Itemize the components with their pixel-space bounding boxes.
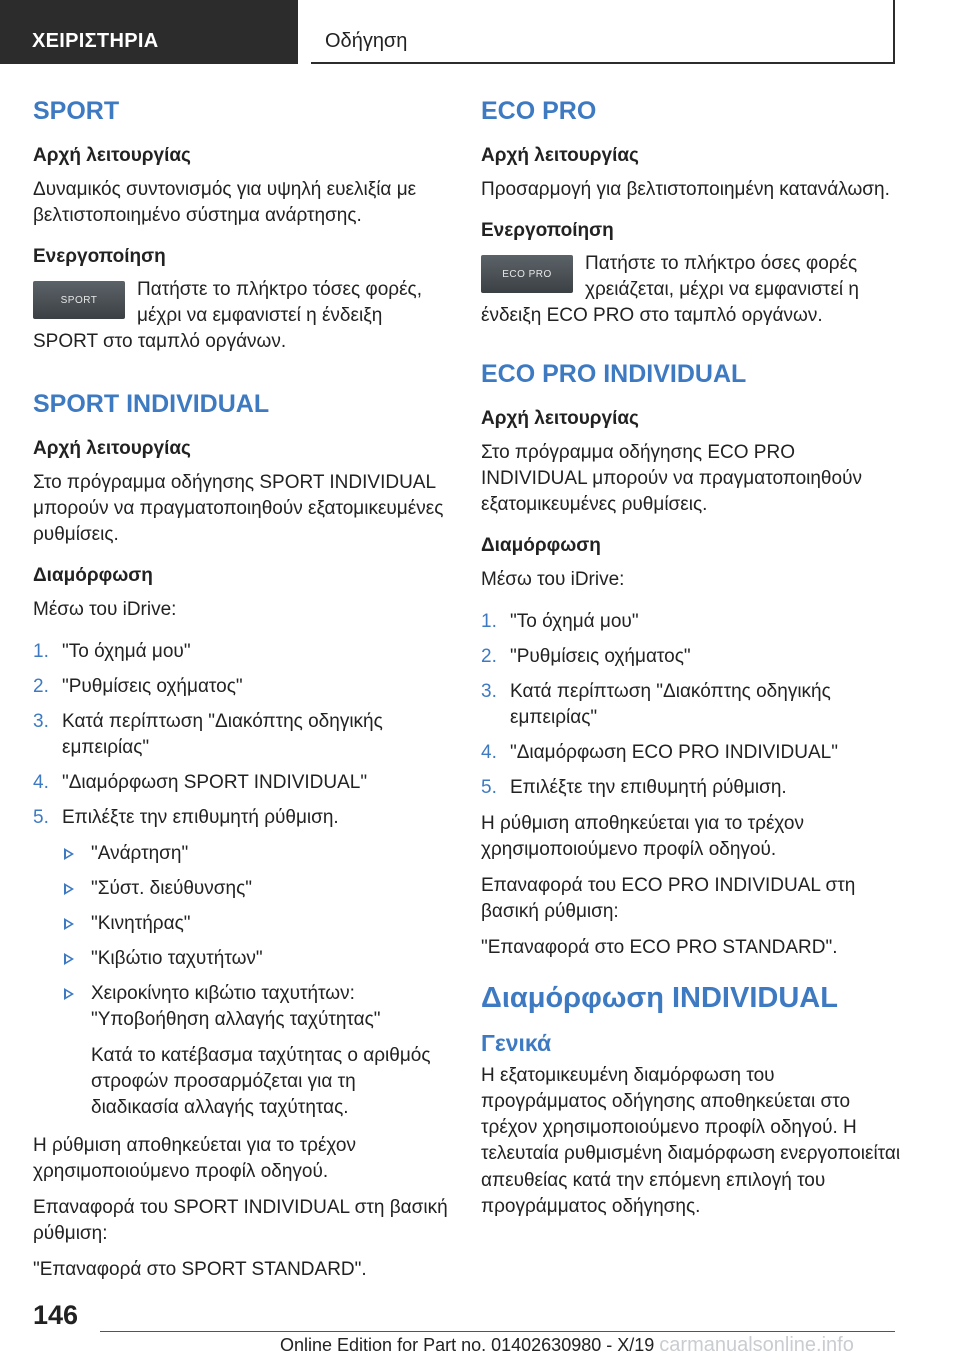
- eco-pro-individual-config-intro: Μέσω του iDrive:: [481, 568, 625, 590]
- individual-config-title: Διαμόρφωση INDIVIDUAL: [481, 982, 838, 1015]
- list-item: 3. Κατά περίπτωση "Διακόπτης οδηγικής εμπειρίας": [481, 680, 831, 728]
- general-heading: Γενικά: [481, 1029, 552, 1056]
- left-column: [33, 96, 448, 1299]
- eco-pro-individual-config-heading: Διαμόρφωση: [481, 535, 601, 557]
- sport-individual-principle-text: Στο πρόγραμμα οδήγησης SPORT INDIVIDUAL μπορούν να πραγματοποιηθούν εξατομικευμένες ρυθμίσεις.: [33, 472, 444, 546]
- list-item: 5. Επιλέξτε την επιθυμητή ρύθμιση.: [481, 776, 787, 798]
- sport-individual-options: [33, 841, 448, 1033]
- page-number: 146: [33, 1300, 79, 1330]
- eco-pro-individual-principle-text: Στο πρόγραμμα οδήγησης ECO PRO INDIVIDUAL μπορούν να πραγματοποιηθούν εξατομικευμένες ρυθμίσεις.: [481, 442, 862, 516]
- sport-individual-principle-heading: Αρχή λειτουργίας: [33, 438, 191, 460]
- eco-pro-principle-heading: Αρχή λειτουργίας: [481, 145, 639, 166]
- right-column: [481, 96, 901, 1236]
- sport-button-image: SPORT: [33, 281, 125, 319]
- eco-pro-activation-text: Πατήστε το πλήκτρο όσες φορές χρειάζεται, μέχρι να εμφανιστεί η ένδειξη ECO PRO στο ταμπλό οργάνων.: [481, 253, 859, 327]
- list-item: 4. "Διαμόρφωση SPORT INDIVIDUAL": [33, 771, 368, 793]
- sport-title: SPORT: [33, 97, 120, 125]
- eco-pro-individual-title: ECO PRO INDIVIDUAL: [481, 360, 747, 389]
- sport-individual-reset-text: Επαναφορά του SPORT INDIVIDUAL στη βασική ρύθμιση:: [33, 1197, 448, 1245]
- triangle-bullet-icon: [64, 953, 74, 965]
- sport-individual-config-intro: Μέσω του iDrive:: [33, 598, 177, 620]
- sport-individual-title: SPORT INDIVIDUAL: [33, 390, 270, 419]
- eco-pro-activation: [481, 251, 901, 329]
- sport-principle-heading: Αρχή λειτουργίας: [33, 145, 191, 166]
- watermark-brand: carmanualsonline.info: [659, 1334, 854, 1356]
- list-item: 1. "Το όχημά μου": [481, 610, 639, 632]
- eco-pro-title: ECO PRO: [481, 97, 597, 125]
- triangle-bullet-icon: [64, 918, 74, 930]
- chapter-header: [0, 0, 298, 64]
- edition-text: Online Edition for Part no. 01402630980 - X/19: [280, 1335, 655, 1355]
- eco-pro-individual-steps: [481, 609, 901, 801]
- section-title: Οδήγηση: [325, 30, 408, 52]
- eco-pro-individual-reset-value: "Επαναφορά στο ECO PRO STANDARD".: [481, 937, 838, 959]
- list-item: 3. Κατά περίπτωση "Διακόπτης οδηγικής εμπειρίας": [33, 710, 383, 758]
- list-item: "Κιβώτιο ταχυτήτων": [33, 946, 448, 972]
- eco-pro-individual-reset-text: Επαναφορά του ECO PRO INDIVIDUAL στη βασική ρύθμιση:: [481, 875, 856, 923]
- general-text: Η εξατομικευμένη διαμόρφωση του προγράμματος οδήγησης αποθηκεύεται στο τρέχον χρησιμοποιούμενο προφίλ οδηγού. Η τελευταία ρυθμισμένη διαμόρφωση ενεργοποιείται απευθείας κατά την επόμενη επιλογή του προγράμματος οδήγησης.: [481, 1065, 901, 1217]
- list-item: "Σύστ. διεύθυνσης": [33, 876, 448, 902]
- chapter-title: ΧΕΙΡΙΣΤΗΡΙΑ: [32, 30, 159, 52]
- eco-pro-individual-saved-text: Η ρύθμιση αποθηκεύεται για το τρέχον χρησιμοποιούμενο προφίλ οδηγού.: [481, 812, 804, 860]
- list-item: "Κινητήρας": [33, 911, 448, 937]
- list-item: Χειροκίνητο κιβώτιο ταχυτήτων: "Υποβοήθηση αλλαγής ταχύτητας": [33, 981, 448, 1033]
- section-header: [311, 0, 895, 64]
- sport-individual-reset-value: "Επαναφορά στο SPORT STANDARD".: [33, 1259, 367, 1281]
- sport-individual-steps: [33, 639, 448, 831]
- list-item: 2. "Ρυθμίσεις οχήματος": [33, 675, 243, 697]
- list-item: 4. "Διαμόρφωση ECO PRO INDIVIDUAL": [481, 741, 838, 763]
- list-item: 2. "Ρυθμίσεις οχήματος": [481, 645, 691, 667]
- sport-principle-text: Δυναμικός συντονισμός για υψηλή ευελιξία με βελτιστοποιημένο σύστημα ανάρτησης.: [33, 178, 417, 226]
- eco-pro-activation-heading: Ενεργοποίηση: [481, 219, 614, 241]
- triangle-bullet-icon: [64, 883, 74, 895]
- eco-pro-button-image: ECO PRO: [481, 255, 573, 293]
- sport-individual-option-note: Κατά το κατέβασμα ταχύτητας ο αριθμός στροφών προσαρμόζεται για τη διαδικασία αλλαγής ταχύτητας.: [91, 1045, 431, 1119]
- sport-activation-heading: Ενεργοποίηση: [33, 245, 166, 267]
- list-item: 1. "Το όχημά μου": [33, 640, 191, 662]
- eco-pro-principle-text: Προσαρμογή για βελτιστοποιημένη κατανάλωση.: [481, 178, 890, 200]
- sport-activation-text: Πατήστε το πλήκτρο τόσες φορές, μέχρι να εμφανιστεί η ένδειξη SPORT στο ταμπλό οργάνων.: [33, 279, 422, 353]
- list-item: "Ανάρτηση": [33, 841, 448, 867]
- sport-activation: [33, 277, 448, 355]
- triangle-bullet-icon: [64, 988, 74, 1000]
- sport-individual-config-heading: Διαμόρφωση: [33, 565, 153, 587]
- footer-divider: [100, 1331, 895, 1332]
- sport-individual-saved-text: Η ρύθμιση αποθηκεύεται για το τρέχον χρησιμοποιούμενο προφίλ οδηγού.: [33, 1135, 356, 1183]
- footer-edition: [280, 1334, 854, 1357]
- eco-pro-individual-principle-heading: Αρχή λειτουργίας: [481, 408, 639, 430]
- list-item: 5. Επιλέξτε την επιθυμητή ρύθμιση.: [33, 806, 339, 828]
- triangle-bullet-icon: [64, 848, 74, 860]
